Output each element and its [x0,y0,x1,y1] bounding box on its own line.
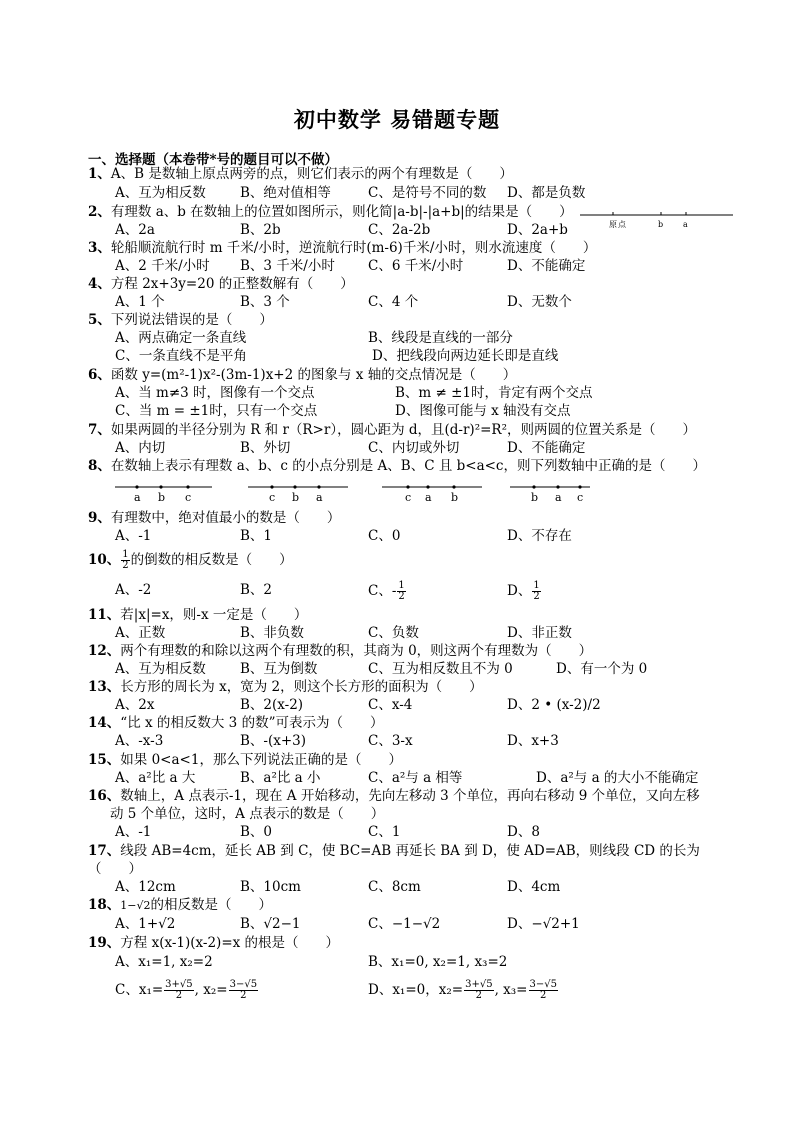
axis-label: b [451,491,459,504]
question-stem: 轮船顺流航行时 m 千米/小时，逆流航行时(m-6)千米/小时，则水流速度（ ） [110,240,597,256]
question-number: 17、 [88,843,121,859]
question-6-options-row2 [0,402,794,420]
question-stem: 方程 2x+3y=20 的正整数解有（ ） [110,276,354,292]
option-d[interactable]: D、不存在 [507,528,572,544]
option-c[interactable]: C、6 千米/小时 [368,258,464,274]
question-stem: 的倒数的相反数是（ ） [130,552,293,568]
q8-option-b-axis[interactable] [248,485,348,504]
question-15 [88,751,402,769]
axis-label: c [269,491,276,504]
question-18 [88,896,272,915]
option-c[interactable]: C、4 个 [368,294,419,310]
option-c[interactable]: C、1 [368,824,401,840]
option-c[interactable]: C、- $\frac{1}{2}$ [368,580,405,602]
option-c[interactable]: C、一条直线不是平角 [115,348,247,364]
q8-option-c-axis[interactable] [382,485,482,504]
option-a[interactable]: A、-1 [115,824,152,840]
q8-option-d-axis[interactable] [510,485,590,504]
question-3-options [0,257,794,275]
axis-label: b [531,491,539,504]
option-d[interactable]: D、2 • (x-2)/2 [507,697,601,713]
fraction-one-half: $\frac{1}{2}$ [122,549,129,571]
option-b[interactable]: B、m ≠ ±1时，肯定有两个交点 [395,385,593,401]
question-number: 4、 [88,276,111,292]
option-a[interactable]: A、x₁=1, x₂=2 [115,954,213,970]
question-stem: 有理数中，绝对值最小的数是（ ） [110,510,341,526]
question-17-stem-continued: （ ） [88,861,142,877]
option-b[interactable]: B、10cm [240,879,301,895]
question-3 [88,239,596,257]
question-number: 12、 [88,643,121,659]
option-b[interactable]: B、-(x+3) [240,733,307,749]
question-15-options [0,769,794,787]
question-17 [88,842,700,860]
question-number: 11、 [88,607,121,623]
option-a[interactable]: A、两点确定一条直线 [115,330,247,346]
option-c[interactable]: C、8cm [368,879,421,895]
question-number: 1、 [88,166,111,182]
question-4-options [0,293,794,311]
question-13-options [0,696,794,714]
question-number: 16、 [88,788,121,804]
option-b[interactable]: B、线段是直线的一部分 [368,330,513,346]
question-11-options [0,624,794,642]
option-c[interactable]: C、0 [368,528,401,544]
question-16-stem-continued: 动 5 个单位，这时，A 点表示的数是（ ） [110,806,385,822]
option-b[interactable]: B、0 [240,824,273,840]
question-14 [88,714,383,732]
option-b[interactable]: B、非负数 [240,625,304,641]
option-a[interactable]: A、2x [115,697,155,713]
option-d[interactable]: D、都是负数 [507,185,586,201]
question-number: 6、 [88,367,111,383]
label-a: a [683,220,688,229]
question-12 [88,642,592,660]
option-c[interactable]: C、−1−√2 [368,916,441,932]
question-19-options-row2 [0,980,794,1006]
option-a[interactable]: A、2 千米/小时 [115,258,210,274]
question-number: 13、 [88,679,121,695]
question-1-options [0,184,794,202]
question-19-options-row1 [0,953,794,971]
question-5-options-row1 [0,329,794,347]
axis-label: a [425,491,432,504]
question-stem: 有理数 a、b 在数轴上的位置如图所示，则化简|a-b|-|a+b|的结果是（ ） [110,204,573,220]
option-d[interactable]: D、 $\frac{1}{2}$ [507,580,540,602]
option-d[interactable]: D、4cm [507,879,561,895]
option-a[interactable]: A、互为相反数 [115,661,206,677]
option-a[interactable]: A、正数 [115,625,166,641]
option-b[interactable]: B、2 [240,582,273,598]
option-c[interactable]: C、3-x [368,733,413,749]
q18-expression: 1−√2 [120,899,151,912]
section-heading: 一、选择题（本卷带*号的题目可以不做） [88,152,339,168]
option-a[interactable]: A、12cm [115,879,176,895]
option-d[interactable]: D、8 [507,824,540,840]
option-a[interactable]: A、-x-3 [115,733,164,749]
question-number: 7、 [88,422,111,438]
question-5-options-row2 [0,347,794,365]
question-stem: 两个有理数的和除以这两个有理数的积，其商为 0，则这两个有理数为（ ） [120,643,593,659]
question-stem: 如果 0<a<1，那么下列说法正确的是（ ） [120,752,402,768]
option-b[interactable]: B、2(x-2) [240,697,304,713]
option-a[interactable]: A、-1 [115,528,152,544]
question-number: 19、 [88,935,121,951]
q8-option-a-axis[interactable] [115,485,212,504]
option-b[interactable]: B、3 千米/小时 [240,258,335,274]
question-number: 18、 [88,897,121,913]
question-stem: 若|x|=x，则-x 一定是（ ） [120,607,308,623]
option-b[interactable]: B、√2−1 [240,916,301,932]
question-stem: 在数轴上表示有理数 a、b、c 的小点分别是 A、B、C 且 b<a<c，则下列数轴中正确的是（ ） [110,458,706,474]
question-stem: 长方形的周长为 x，宽为 2，则这个长方形的面积为（ ） [120,679,483,695]
option-d[interactable]: D、图像可能与 x 轴没有交点 [395,403,571,419]
q8-number-lines [110,477,600,505]
option-d[interactable]: D、把线段向两边延长即是直线 [372,348,559,364]
question-number: 14、 [88,715,121,731]
option-a[interactable]: A、互为相反数 [115,185,206,201]
option-a[interactable]: A、1+√2 [115,916,176,932]
option-d[interactable]: D、2a+b [507,222,568,238]
axis-label: b [292,491,300,504]
option-a[interactable]: A、当 m≠3 时，图像有一个交点 [115,385,315,401]
option-d[interactable]: D、不能确定 [507,258,586,274]
option-d[interactable]: D、−√2+1 [507,916,580,932]
label-origin-1: 原 [609,220,617,229]
question-stem: 如果两圆的半径分别为 R 和 r（R>r），圆心距为 d，且(d-r)²=R²，则两圆的位置关系是（ ） [110,422,696,438]
question-16 [88,787,700,805]
axis-label: a [134,491,141,504]
option-c[interactable]: C、互为相反数且不为 0 [368,661,513,677]
axis-label: c [405,491,412,504]
option-b[interactable]: B、x₁=0, x₂=1, x₃=2 [368,954,508,970]
option-b[interactable]: B、a²比 a 小 [240,770,321,786]
question-number: 8、 [88,458,111,474]
option-c[interactable]: C、x₁= $\frac{3+√5}{2}$ , x₂= $\frac{3-√5}{2}$ [115,979,258,1001]
question-2-options [0,221,794,239]
question-4 [88,275,354,293]
question-6-options-row1 [0,384,794,402]
option-b[interactable]: B、外切 [240,440,291,456]
question-stem: 的相反数是（ ） [150,897,273,913]
axis-label: b [158,491,166,504]
option-d[interactable]: D、不能确定 [507,440,586,456]
option-a[interactable]: A、2a [115,222,155,238]
question-17-options [0,878,794,896]
question-stem: A、B 是数轴上原点两旁的点，则它们表示的两个有理数是（ ） [110,166,513,182]
question-11 [88,606,307,624]
axis-label: c [577,491,584,504]
question-7 [88,421,696,439]
question-number: 9、 [88,510,111,526]
question-16-options [0,823,794,841]
question-13 [88,678,483,696]
option-c[interactable]: C、负数 [368,625,419,641]
option-c[interactable]: C、内切或外切 [368,440,460,456]
question-stem: “比 x 的相反数大 3 的数”可表示为（ ） [120,715,384,731]
question-9-options [0,527,794,545]
option-c[interactable]: C、2a-2b [368,222,431,238]
question-stem: 方程 x(x-1)(x-2)=x 的根是（ ） [120,935,340,951]
option-c[interactable]: C、a²与 a 相等 [368,770,463,786]
question-19 [88,934,339,952]
question-12-options [0,660,794,678]
question-2 [88,203,573,221]
question-stem: 线段 AB=4cm，延长 AB 到 C，使 BC=AB 再延长 BA 到 D，使 AD=AB，则线段 CD 的长为 [120,843,700,859]
option-d[interactable]: D、无数个 [507,294,572,310]
option-b[interactable]: B、1 [240,528,273,544]
option-d[interactable]: D、x₁=0，x₂= $\frac{3+√5}{2}$ , x₃= $\frac{3-√5}{2}$ [368,979,557,1001]
page-title: 初中数学 易错题专题 [293,107,501,132]
question-1 [88,165,513,183]
option-d[interactable]: D、有一个为 0 [556,661,648,677]
question-10 [88,550,293,571]
axis-label: a [316,491,323,504]
question-7-options [0,439,794,457]
option-a[interactable]: A、内切 [115,440,166,456]
option-a[interactable]: A、a²比 a 大 [115,770,196,786]
question-number: 3、 [88,240,111,256]
question-number: 5、 [88,312,111,328]
question-number: 15、 [88,752,121,768]
question-10-options [0,580,794,602]
option-d[interactable]: D、非正数 [507,625,572,641]
question-14-options [0,732,794,750]
option-b[interactable]: B、2b [240,222,281,238]
option-c[interactable]: C、x-4 [368,697,413,713]
label-b: b [658,220,664,229]
option-c[interactable]: C、当 m = ±1时，只有一个交点 [115,403,318,419]
option-a[interactable]: A、-2 [115,582,152,598]
question-number: 2、 [88,204,111,220]
question-stem: 数轴上，A 点表示-1，现在 A 开始移动，先向左移动 3 个单位，再向右移动 9 个单位，又向左移 [120,788,700,804]
option-d[interactable]: D、x+3 [507,733,559,749]
question-8 [88,457,706,475]
option-b[interactable]: B、绝对值相等 [240,185,331,201]
question-6 [88,366,516,384]
question-stem: 函数 y=(m²-1)x²-(3m-1)x+2 的图象与 x 轴的交点情况是（ ） [110,367,517,383]
option-a[interactable]: A、1 个 [115,294,165,310]
axis-label: a [555,491,562,504]
option-c[interactable]: C、是符号不同的数 [368,185,487,201]
question-5 [88,311,273,329]
question-stem: 下列说法错误的是（ ） [110,312,273,328]
label-origin-2: 点 [618,220,626,229]
option-b[interactable]: B、互为倒数 [240,661,318,677]
option-d[interactable]: D、a²与 a 的大小不能确定 [536,770,699,786]
axis-label: c [185,491,192,504]
question-9 [88,509,340,527]
question-number: 10、 [88,552,121,568]
question-18-options [0,915,794,933]
option-b[interactable]: B、3 个 [240,294,290,310]
